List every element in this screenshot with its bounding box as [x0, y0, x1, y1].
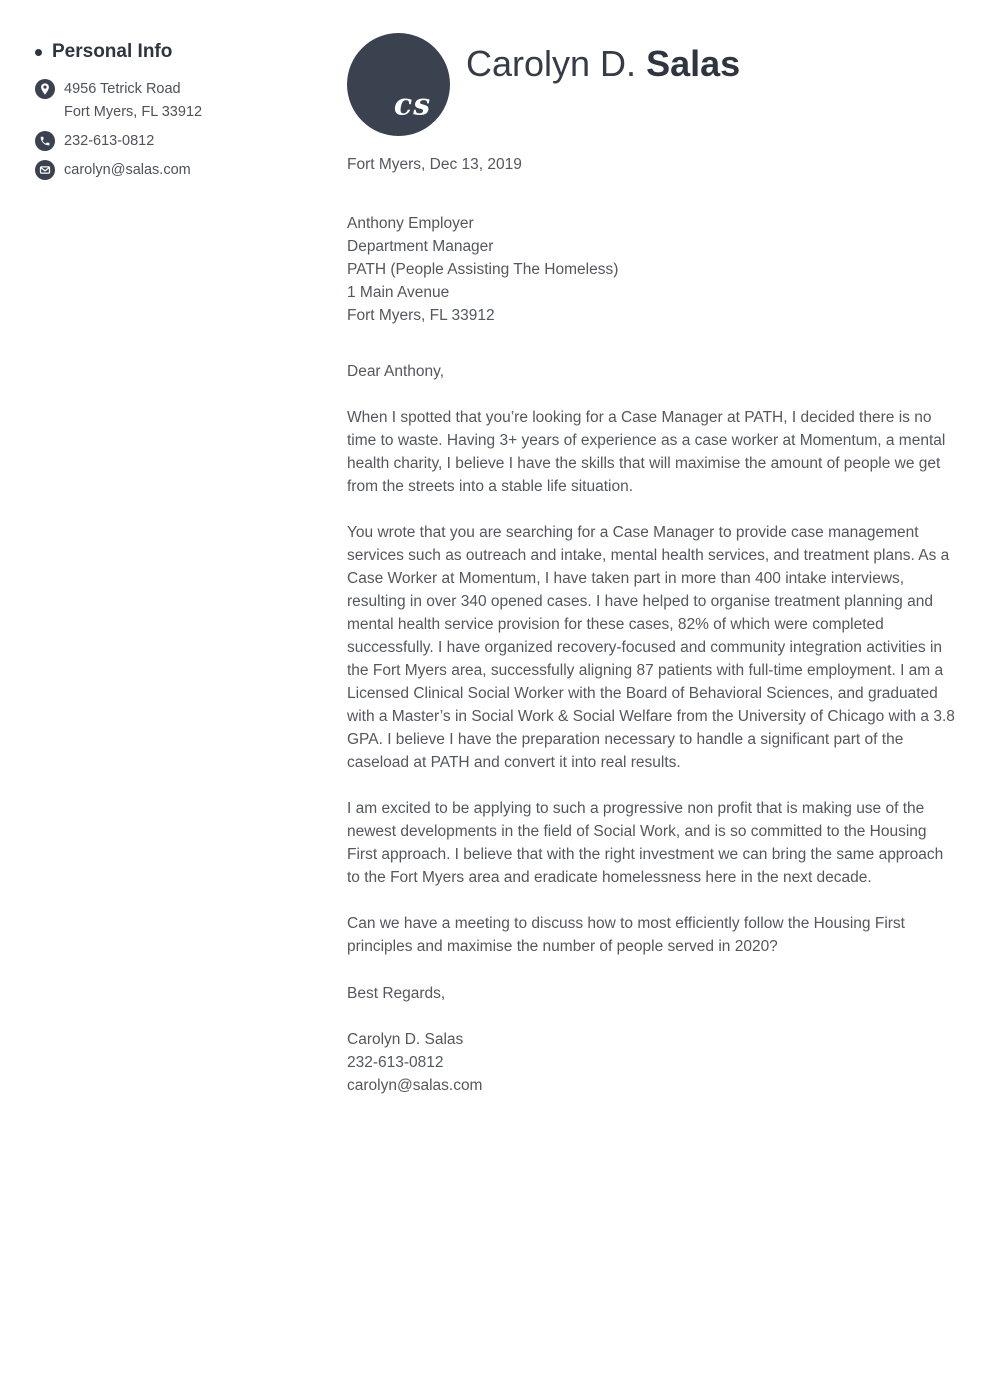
- address-text: [64, 78, 202, 124]
- sidebar-heading-label: Personal Info: [52, 41, 173, 62]
- recipient-block: [347, 212, 956, 327]
- contact-address: [35, 78, 320, 124]
- address-line-1: 4956 Tetrick Road: [64, 81, 181, 97]
- recipient-name: Anthony Employer: [347, 215, 474, 232]
- contact-phone: [35, 130, 320, 153]
- paragraph-4: Can we have a meeting to discuss how to most efficiently follow the Housing First principles and maximise the number of people served in 2020?: [347, 915, 905, 955]
- paragraph-2: You wrote that you are searching for a Case Manager to provide case management services such as outreach and intake, mental health services, and treatment plans. As a Case Worker at Momentum, I have taken part in more than 400 intake interviews, resulting in over 340 opened cases. I have helped to organise treatment planning and mental health service provision for these cases, 82% of which were completed successfully. I have organized recovery-focused and community integration activities in the Fort Myers area, successfully aligning 87 patients with full-time employment. I am a Licensed Clinical Social Worker with the Board of Behavioral Sciences, and graduated with a Master’s in Social Work & Social Welfare from the University of Chicago with a 3.8 GPA. I believe I have the preparation necessary to handle a significant part of the caseload at PATH and convert it into real results.: [347, 524, 955, 771]
- location-icon: [35, 79, 55, 99]
- phone-icon: [35, 131, 55, 151]
- paragraph-3: I am excited to be applying to such a progressive non profit that is making use of the newest developments in the field of Social Work, and is so committed to the Housing First approach. I believe that with the right investment we can bring the same approach to the Fort Myers area and eradicate homelessness here in the next decade.: [347, 800, 944, 886]
- signature-email: carolyn@salas.com: [347, 1077, 483, 1094]
- letter-body: [347, 153, 956, 1097]
- paragraph-1: When I spotted that you’re looking for a Case Manager at PATH, I decided there is no time to waste. Having 3+ years of experience as a case worker at Momentum, a mental health charity, I believe I have the skills that will maximise the amount of people we get from the streets into a stable life situation.: [347, 409, 946, 495]
- name-first: Carolyn D.: [466, 43, 647, 84]
- recipient-street: 1 Main Avenue: [347, 284, 450, 301]
- email-icon: [35, 160, 55, 180]
- name-last: Salas: [646, 43, 741, 84]
- address-line-2: Fort Myers, FL 33912: [64, 104, 203, 120]
- personal-info-sidebar: [35, 40, 320, 188]
- email-address: carolyn@salas.com: [64, 162, 191, 178]
- letter-main: [347, 33, 956, 1097]
- contact-email: [35, 159, 320, 182]
- signature-phone: 232-613-0812: [347, 1054, 444, 1071]
- page-title: [466, 42, 740, 85]
- email-text: [64, 159, 191, 182]
- signature-name: Carolyn D. Salas: [347, 1031, 464, 1048]
- salutation: Dear Anthony,: [347, 363, 445, 380]
- recipient-city: Fort Myers, FL 33912: [347, 307, 495, 324]
- signature-block: [347, 1028, 956, 1097]
- recipient-company: PATH (People Assisting The Homeless): [347, 261, 619, 278]
- avatar-initials: cs: [393, 87, 432, 122]
- letter-header: [347, 33, 956, 136]
- phone-number: 232-613-0812: [64, 133, 155, 149]
- avatar: [347, 33, 450, 136]
- bullet-icon: [35, 49, 42, 56]
- closing: Best Regards,: [347, 985, 446, 1002]
- date-line: Fort Myers, Dec 13, 2019: [347, 156, 522, 173]
- phone-text: [64, 130, 154, 153]
- sidebar-heading: [35, 40, 320, 64]
- recipient-title: Department Manager: [347, 238, 494, 255]
